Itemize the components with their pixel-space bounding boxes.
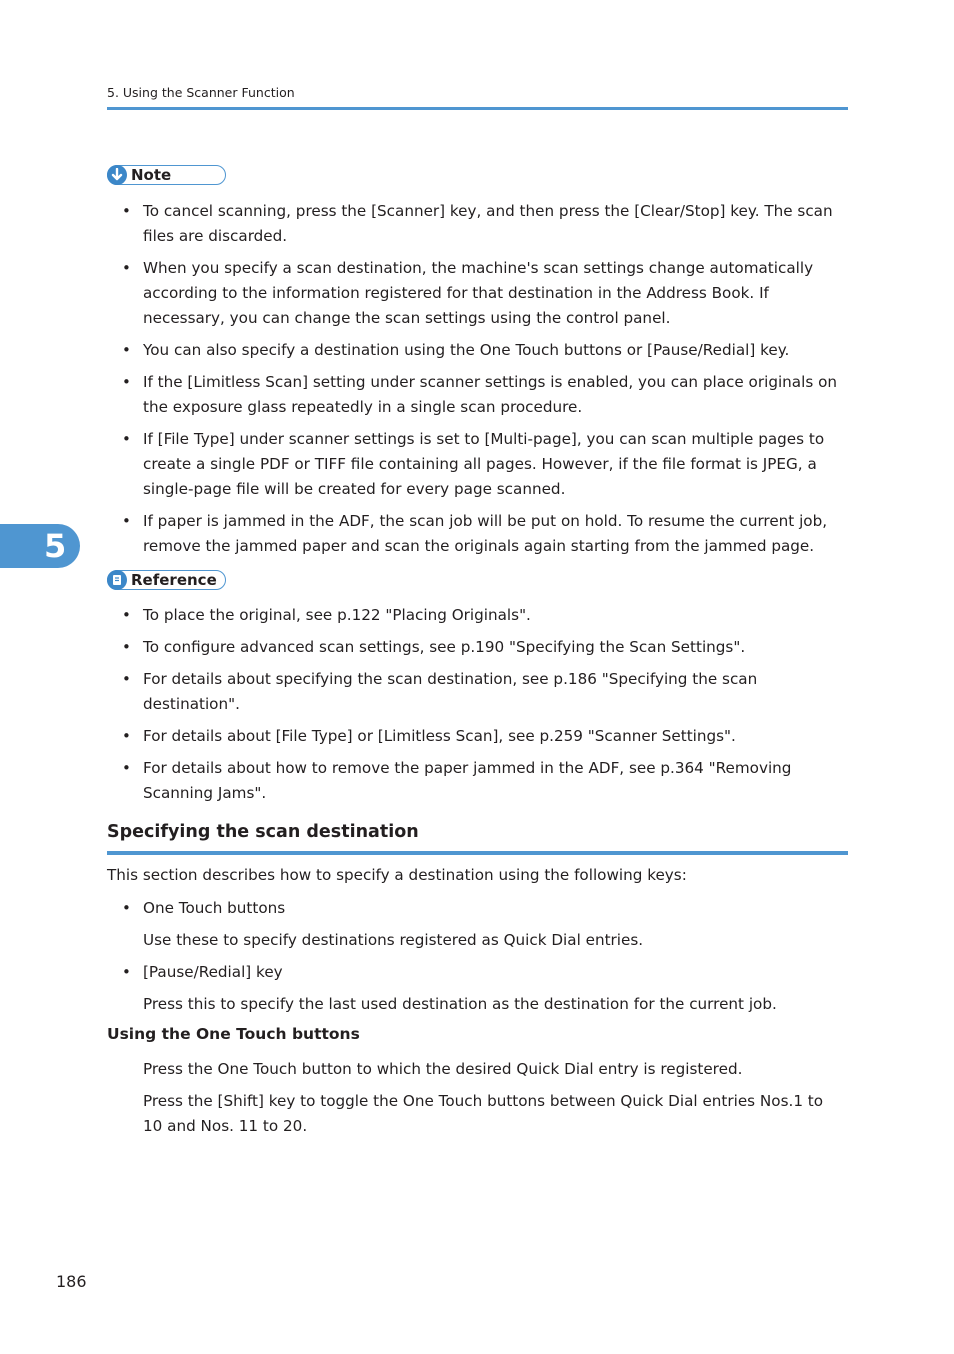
reference-badge xyxy=(107,570,226,590)
subsection-paragraph: Press the One Touch button to which the desired Quick Dial entry is registered. xyxy=(143,1060,743,1078)
key-list xyxy=(107,960,848,992)
book-icon xyxy=(107,570,127,590)
list-item: • When you specify a scan destination, the machine's scan settings change automatically according to the information registered for that destination in the Address Book. If necessary, you can change the scan settings using the control panel. xyxy=(107,256,848,331)
list-item: • If the [Limitless Scan] setting under scanner settings is enabled, you can place originals on the exposure glass repeatedly in a single scan procedure. xyxy=(107,370,848,420)
note-badge xyxy=(107,165,226,185)
header-rule xyxy=(107,107,848,110)
key-description: Use these to specify destinations registered as Quick Dial entries. xyxy=(143,931,644,949)
list-item: • For details about how to remove the paper jammed in the ADF, see p.364 "Removing Scanning Jams". xyxy=(107,756,848,806)
list-item: • If paper is jammed in the ADF, the scan job will be put on hold. To resume the current job, remove the jammed paper and scan the originals again starting from the jammed page. xyxy=(107,509,848,559)
page-number: 186 xyxy=(56,1272,87,1291)
list-item: • One Touch buttons xyxy=(107,896,848,921)
list-item: • [Pause/Redial] key xyxy=(107,960,848,985)
list-item: • To configure advanced scan settings, see p.190 "Specifying the Scan Settings". xyxy=(107,635,848,660)
section-intro: This section describes how to specify a destination using the following keys: xyxy=(107,866,687,884)
section-rule xyxy=(107,851,848,855)
down-arrow-icon xyxy=(107,165,127,185)
chapter-tab xyxy=(0,524,80,568)
list-item: • For details about [File Type] or [Limitless Scan], see p.259 "Scanner Settings". xyxy=(107,724,848,749)
reference-label: Reference xyxy=(131,571,217,589)
list-item: • If [File Type] under scanner settings is set to [Multi-page], you can scan multiple pages to create a single PDF or TIFF file containing all pages. However, if the file format is JPEG, a single-page file will be created for every page scanned. xyxy=(107,427,848,502)
list-item: • You can also specify a destination using the One Touch buttons or [Pause/Redial] key. xyxy=(107,338,848,363)
key-description: Press this to specify the last used destination as the destination for the current job. xyxy=(143,995,777,1013)
key-list xyxy=(107,896,848,928)
list-item: • To cancel scanning, press the [Scanner] key, and then press the [Clear/Stop] key. The scan files are discarded. xyxy=(107,199,848,249)
subsection-title: Using the One Touch buttons xyxy=(107,1025,360,1043)
running-header: 5. Using the Scanner Function xyxy=(107,85,295,100)
note-label: Note xyxy=(131,166,172,184)
reference-list xyxy=(107,603,848,813)
list-item: • To place the original, see p.122 "Placing Originals". xyxy=(107,603,848,628)
section-title: Specifying the scan destination xyxy=(107,822,419,842)
list-item: • For details about specifying the scan destination, see p.186 "Specifying the scan destination". xyxy=(107,667,848,717)
note-list xyxy=(107,199,848,566)
subsection-paragraph: Press the [Shift] key to toggle the One Touch buttons between Quick Dial entries Nos.1 to 10 and Nos. 11 to 20. xyxy=(143,1092,824,1135)
chapter-number: 5 xyxy=(44,527,67,565)
